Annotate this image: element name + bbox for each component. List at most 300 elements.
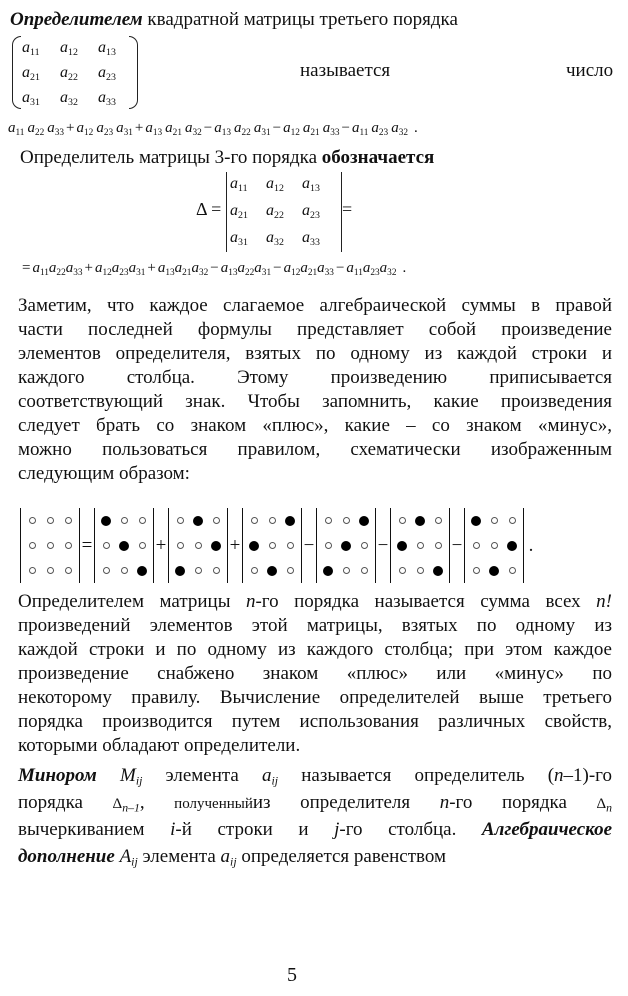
element-letter: a (94, 260, 103, 276)
text-line (18, 294, 612, 318)
element-index: 33 (330, 127, 340, 138)
hollow-dot (337, 508, 355, 533)
text-segment: Определителем матрицы (18, 591, 246, 612)
text-segment: , (139, 792, 175, 813)
hollow-dot (263, 533, 281, 558)
element-letter: a (322, 120, 331, 136)
text-segment: соответствующий знак. Чтобы запомнить, какие произведения (18, 391, 612, 412)
hollow-dot (467, 533, 485, 558)
element-letter: a (237, 260, 245, 276)
hollow-dot (355, 558, 373, 583)
paragraph-minor (18, 762, 612, 870)
hollow-dot (245, 558, 263, 583)
text-segment: следующим образом: (18, 463, 190, 484)
filled-dot (207, 533, 225, 558)
hollow-dot (41, 533, 59, 558)
text-segment: –1)-го (563, 765, 613, 786)
operator: + (147, 260, 156, 276)
element-index: 33 (54, 127, 65, 138)
element-letter: a (346, 260, 354, 276)
element-letter: a (165, 120, 173, 136)
text-line (18, 762, 612, 789)
dot-matrix (390, 508, 450, 583)
hollow-dot (189, 558, 207, 583)
element-index: 23 (370, 267, 380, 278)
hollow-dot (467, 558, 485, 583)
text-line (20, 146, 610, 170)
subscript: ij (271, 774, 279, 788)
determinant-formula (8, 120, 418, 137)
sign-rule-scheme (20, 508, 538, 583)
bold-text: обозначается (321, 147, 435, 168)
element-letter: a (22, 89, 30, 106)
text-line (18, 789, 612, 816)
element-index: 32 (398, 127, 408, 138)
element-letter: a (234, 120, 242, 136)
math-symbol: a (220, 846, 231, 867)
hollow-dot (23, 508, 41, 533)
text-line (18, 590, 612, 614)
element-letter: a (157, 260, 166, 276)
page-number: 5 (287, 964, 297, 986)
text-line (18, 662, 612, 686)
hollow-dot (485, 508, 503, 533)
scheme-end: . (528, 534, 534, 556)
matrix-parentheses (14, 36, 136, 109)
matrix-element (302, 172, 338, 195)
text-segment: Определитель матрицы 3-го порядка (20, 147, 322, 168)
hollow-dot (115, 508, 133, 533)
element-letter: a (128, 260, 137, 276)
hollow-dot (429, 533, 447, 558)
filled-dot (393, 533, 411, 558)
element-letter: a (302, 202, 310, 219)
element-index: 32 (192, 127, 202, 138)
filled-dot (319, 558, 337, 583)
matrix-element (266, 199, 302, 222)
filled-dot (263, 558, 281, 583)
element-index: 21 (30, 71, 40, 83)
element-index: 12 (291, 267, 301, 278)
element-index: 22 (241, 127, 251, 138)
hollow-dot (337, 558, 355, 583)
element-index: 21 (172, 127, 182, 138)
hollow-dot (503, 508, 521, 533)
filled-dot (171, 558, 189, 583)
element-index: 22 (56, 267, 66, 278)
element-index: 22 (34, 127, 45, 138)
element-letter: a (302, 120, 311, 136)
matrix-element (266, 226, 302, 249)
sign-operator: + (229, 534, 241, 556)
hollow-dot (97, 533, 115, 558)
operator: − (273, 260, 282, 276)
element-index: 32 (68, 96, 78, 108)
matrix-element (60, 36, 98, 59)
element-letter: a (214, 120, 222, 136)
element-letter: a (253, 120, 262, 136)
element-index: 23 (119, 267, 129, 278)
filled-dot (337, 533, 355, 558)
text-segment: -го порядка (449, 792, 597, 813)
element-letter: a (98, 89, 106, 106)
bold-term: дополнение (18, 846, 115, 867)
element-index: 11 (359, 127, 369, 138)
element-letter: a (302, 175, 310, 192)
element-index: 12 (290, 127, 300, 138)
dot-matrix (464, 508, 524, 583)
element-index: 11 (15, 127, 25, 138)
element-letter: a (317, 260, 325, 276)
dot-matrix (316, 508, 376, 583)
matrix-element (230, 172, 266, 195)
matrix-element (266, 172, 302, 195)
matrix-element (60, 86, 98, 109)
filled-dot (97, 508, 115, 533)
math-symbol: M (119, 765, 136, 786)
math-symbol: Δ (596, 796, 607, 812)
text-line (18, 342, 612, 366)
text-line (18, 438, 612, 462)
element-letter: a (191, 260, 199, 276)
matrix-element (22, 86, 60, 109)
text-segment: называется определитель ( (278, 765, 555, 786)
hollow-dot (245, 508, 263, 533)
hollow-dot (411, 558, 429, 583)
element-letter: a (371, 120, 379, 136)
sign-operator: + (155, 534, 167, 556)
element-letter: a (22, 64, 30, 81)
hollow-dot (133, 533, 151, 558)
hollow-dot (207, 558, 225, 583)
operator: − (272, 120, 282, 136)
operator: + (66, 120, 75, 136)
hollow-dot (97, 558, 115, 583)
sign-operator: − (303, 534, 315, 556)
text-segment: следует брать со знаком «плюс», какие – со знаком «минус», (18, 415, 612, 436)
determinant-bars (226, 172, 338, 252)
text-line (18, 710, 612, 734)
subscript: ij (135, 774, 143, 788)
math-symbol: n! (596, 591, 612, 612)
text-line (10, 8, 610, 32)
text-line (18, 614, 612, 638)
element-letter: a (266, 202, 274, 219)
element-index: 13 (228, 267, 238, 278)
element-index: 13 (221, 127, 232, 138)
filled-dot (115, 533, 133, 558)
math-symbol: n (439, 792, 450, 813)
text-segment: порядка производится путем использования различных свойств, (18, 711, 612, 732)
text-line (18, 414, 612, 438)
element-letter: a (47, 120, 55, 136)
element-letter: a (8, 120, 16, 136)
element-letter: a (32, 260, 40, 276)
element-index: 12 (102, 267, 112, 278)
hollow-dot (133, 508, 151, 533)
determinant-formula-expanded (20, 260, 406, 277)
math-symbol: j (334, 819, 340, 840)
hollow-dot (41, 508, 59, 533)
hollow-dot (41, 558, 59, 583)
matrix-element (22, 36, 60, 59)
formula-end: . (402, 260, 407, 276)
element-letter: a (379, 260, 388, 276)
element-letter: a (145, 120, 153, 136)
operator: − (203, 120, 213, 136)
text-line (18, 638, 612, 662)
text-segment: произведений элементов этой матрицы, взятых по одному из (18, 615, 612, 636)
text-segment: некоторому правилу. Вычисление определителей выше третьего (18, 687, 612, 708)
element-letter: a (111, 260, 120, 276)
equals-sign: = (81, 534, 93, 556)
element-index: 13 (152, 127, 163, 138)
element-letter: a (254, 260, 262, 276)
element-letter: a (60, 64, 68, 81)
hollow-dot (59, 558, 77, 583)
hollow-dot (429, 508, 447, 533)
element-letter: a (96, 120, 104, 136)
element-index: 21 (307, 267, 318, 278)
element-index: 23 (103, 127, 114, 138)
hollow-dot (281, 558, 299, 583)
text-line (18, 843, 612, 870)
element-index: 13 (165, 267, 175, 278)
element-letter: a (184, 120, 193, 136)
left-paren (12, 36, 21, 109)
equals-sign: = (22, 260, 31, 276)
operator: − (341, 120, 350, 136)
element-letter: a (116, 120, 124, 136)
hollow-dot (319, 508, 337, 533)
filled-dot (245, 533, 263, 558)
text-segment: -го порядка называется сумма всех (255, 591, 597, 612)
element-index: 32 (387, 267, 397, 278)
formula-end: . (414, 120, 418, 136)
element-letter: a (230, 229, 238, 246)
right-paren (129, 36, 138, 109)
element-index: 12 (84, 127, 94, 138)
subscript: n–1 (122, 801, 140, 815)
element-index: 22 (68, 71, 78, 83)
element-letter: a (302, 229, 310, 246)
matrix-element (22, 61, 60, 84)
element-index: 11 (39, 267, 49, 278)
number-text: число (566, 60, 614, 81)
matrix-element (302, 226, 338, 249)
matrix-element (230, 199, 266, 222)
text-segment: элементов определителя, взятых по одному из каждой строки и (18, 343, 612, 364)
filled-dot (429, 558, 447, 583)
element-index: 33 (73, 267, 83, 278)
filled-dot (411, 508, 429, 533)
dot-matrix (94, 508, 154, 583)
subscript: n (606, 801, 613, 815)
dot-matrix (20, 508, 80, 583)
element-index: 21 (238, 209, 248, 221)
hollow-dot (263, 508, 281, 533)
text-segment: квадратной матрицы третьего порядка (142, 9, 458, 30)
operator: − (335, 260, 345, 276)
element-index: 23 (378, 127, 389, 138)
element-index: 13 (106, 46, 116, 58)
text-line (18, 366, 612, 390)
equals-sign: = (342, 199, 353, 219)
hollow-dot (171, 533, 189, 558)
intro-paragraph (10, 8, 610, 32)
element-index: 21 (182, 267, 192, 278)
math-symbol: A (119, 846, 132, 867)
element-index: 11 (30, 46, 40, 58)
subscript: ij (131, 855, 138, 869)
hollow-dot (207, 508, 225, 533)
element-index: 22 (245, 267, 255, 278)
operator: + (84, 260, 93, 276)
hollow-dot (23, 533, 41, 558)
element-index: 12 (68, 46, 78, 58)
filled-dot (281, 508, 299, 533)
element-index: 13 (310, 182, 320, 194)
small-text: полученный (174, 796, 253, 812)
element-index: 11 (238, 182, 248, 194)
element-index: 11 (353, 267, 363, 278)
text-segment: можно пользоваться правилом, схематически изображенным (18, 439, 612, 460)
text-segment: порядка (18, 792, 113, 813)
text-line (18, 816, 612, 843)
element-letter: a (220, 260, 229, 276)
element-letter: a (76, 120, 85, 136)
element-letter: a (266, 175, 274, 192)
sign-operator: − (377, 534, 389, 556)
text-line (18, 462, 612, 486)
filled-dot (133, 558, 151, 583)
bold-term: Определителем (10, 9, 143, 30)
denoted-paragraph (20, 146, 610, 170)
element-index: 33 (324, 267, 334, 278)
element-index: 23 (310, 209, 320, 221)
text-line (18, 390, 612, 414)
filled-dot (467, 508, 485, 533)
element-letter: a (60, 39, 68, 56)
element-index: 31 (30, 96, 40, 108)
bold-term: Минором (18, 765, 97, 786)
element-index: 31 (238, 236, 248, 248)
text-line (18, 686, 612, 710)
element-index: 31 (123, 127, 133, 138)
math-symbol: n (554, 765, 564, 786)
filled-dot (503, 533, 521, 558)
hollow-dot (115, 558, 133, 583)
element-index: 31 (261, 267, 272, 278)
element-letter: a (266, 229, 274, 246)
hollow-dot (393, 508, 411, 533)
text-segment: каждого столбца. Этому произведению приписывается (18, 367, 612, 388)
element-letter: a (351, 120, 360, 136)
element-index: 21 (310, 127, 320, 138)
dot-matrix (168, 508, 228, 583)
hollow-dot (411, 533, 429, 558)
called-text: называется (300, 60, 391, 81)
text-segment: элемента (142, 765, 263, 786)
text-segment: которыми обладают определители. (18, 735, 301, 756)
text-segment: вычеркиванием (18, 819, 171, 840)
hollow-dot (59, 508, 77, 533)
text-line (18, 318, 612, 342)
element-index: 31 (261, 127, 271, 138)
hollow-dot (189, 533, 207, 558)
hollow-dot (485, 533, 503, 558)
math-symbol: a (262, 765, 272, 786)
paragraph-nth-order (18, 590, 612, 758)
element-letter: a (362, 260, 371, 276)
element-index: 33 (106, 96, 116, 108)
left-bar (226, 172, 227, 252)
hollow-dot (355, 533, 373, 558)
text-segment: каждой строки и по одному из каждого столбца; при этом каждое (18, 639, 612, 660)
element-letter: a (98, 64, 106, 81)
element-letter: a (98, 39, 106, 56)
filled-dot (485, 558, 503, 583)
text-segment: произведение снабжено знаком «плюс» или «минус» по (18, 663, 612, 684)
text-segment: из определителя (252, 792, 440, 813)
hollow-dot (503, 558, 521, 583)
element-index: 32 (274, 236, 284, 248)
operator: + (134, 120, 144, 136)
hollow-dot (281, 533, 299, 558)
element-index: 33 (310, 236, 320, 248)
element-index: 23 (106, 71, 116, 83)
hollow-dot (319, 533, 337, 558)
element-index: 31 (136, 267, 146, 278)
filled-dot (355, 508, 373, 533)
element-letter: a (230, 175, 238, 192)
element-letter: a (48, 260, 57, 276)
element-letter: a (391, 120, 399, 136)
subscript: ij (230, 855, 237, 869)
element-letter: a (60, 89, 68, 106)
matrix-element (60, 61, 98, 84)
element-letter: a (174, 260, 183, 276)
dot-matrix (242, 508, 302, 583)
matrix-element (230, 226, 266, 249)
hollow-dot (59, 533, 77, 558)
hollow-dot (23, 558, 41, 583)
element-letter: a (283, 120, 291, 136)
text-segment: -й строки и (175, 819, 335, 840)
filled-dot (189, 508, 207, 533)
element-index: 12 (274, 182, 284, 194)
element-letter: a (283, 260, 292, 276)
text-segment: Заметим, что каждое слагаемое алгебраической суммы в правой (18, 295, 612, 316)
matrix-element (302, 199, 338, 222)
text-segment: определяется равенством (236, 846, 447, 867)
text-segment (97, 765, 120, 786)
element-letter: a (22, 39, 30, 56)
sign-operator: − (451, 534, 463, 556)
text-line (18, 734, 612, 758)
element-letter: a (27, 120, 35, 136)
math-symbol: i (170, 819, 176, 840)
delta-symbol: Δ = (196, 199, 222, 219)
hollow-dot (171, 508, 189, 533)
operator: − (210, 260, 219, 276)
element-letter: a (65, 260, 74, 276)
element-letter: a (230, 202, 238, 219)
text-segment: элемента (137, 846, 221, 867)
element-index: 32 (198, 267, 209, 278)
element-index: 22 (274, 209, 284, 221)
hollow-dot (393, 558, 411, 583)
